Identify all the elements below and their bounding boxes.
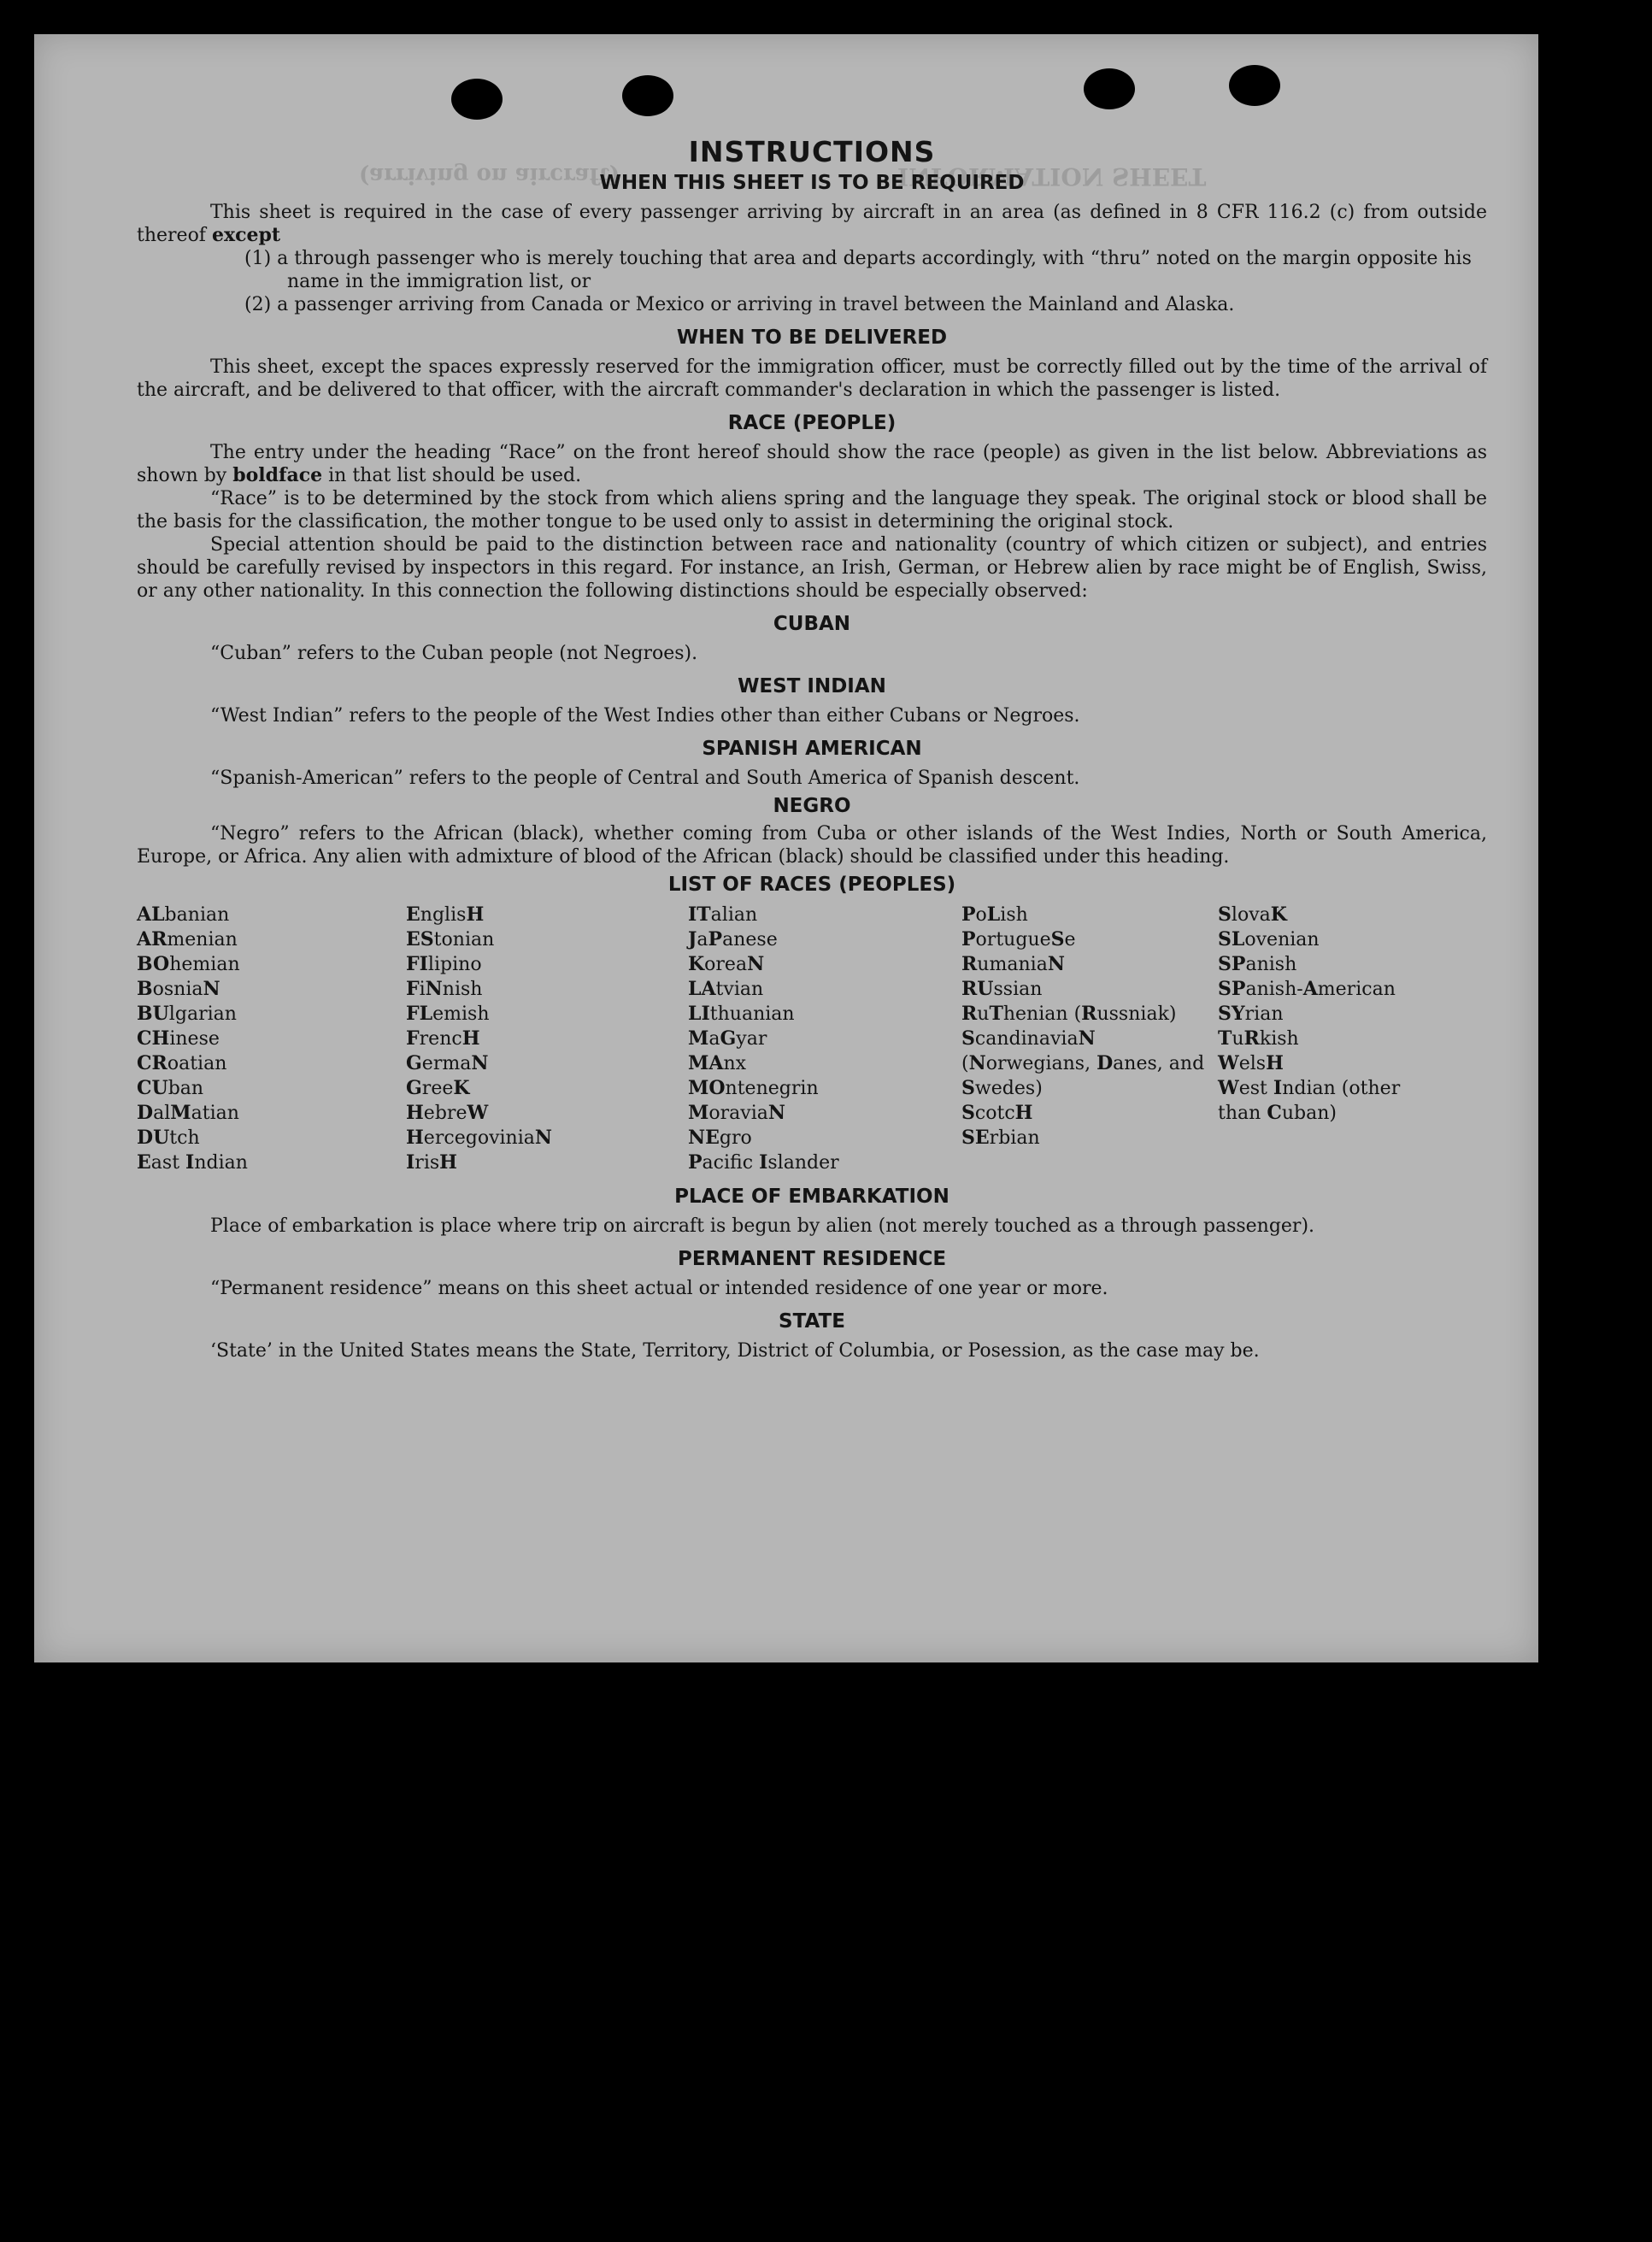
- paragraph-west-indian: “West Indian” refers to the people of the West Indies other than either Cubans or Negroes.: [210, 705, 1080, 727]
- paragraph-negro: “Negro” refers to the African (black), whether coming from Cuba or other islands of the West Indies, North or South America, Europe, or Africa. Any alien with admixture of blood of the African (black) should be classified under this heading.: [137, 823, 1487, 868]
- race-entry: KoreaN: [688, 953, 765, 975]
- race-entry: GreeK: [406, 1077, 470, 1099]
- heading-negro: NEGRO: [773, 795, 851, 817]
- race-list: [137, 903, 1487, 1175]
- exception-item: (2) a passenger arriving from Canada or Mexico or arriving in travel between the Mainland and Alaska.: [244, 294, 1235, 315]
- race-entry: MoraviaN: [688, 1102, 785, 1124]
- exception-list: [137, 247, 1487, 316]
- heading-when-delivered: WHEN TO BE DELIVERED: [676, 327, 948, 349]
- race-entry: BOhemian: [137, 953, 240, 975]
- race-entry: EnglisH: [406, 903, 485, 926]
- punch-hole: [1084, 68, 1135, 109]
- heading-place-of-embarkation: PLACE OF EMBARKATION: [674, 1186, 949, 1208]
- race-entry: GermaN: [406, 1052, 489, 1074]
- race-entry: SPanish: [1218, 953, 1297, 975]
- race-entry: MOntenegrin: [688, 1077, 819, 1099]
- heading-state: STATE: [779, 1310, 845, 1333]
- heading-cuban: CUBAN: [773, 613, 851, 635]
- punch-hole: [1229, 65, 1280, 106]
- heading-list-of-races: LIST OF RACES (PEOPLES): [667, 874, 956, 896]
- paragraph-spanish-american: “Spanish-American” refers to the people of Central and South America of Spanish descent.: [210, 768, 1080, 789]
- race-entry: FrencH: [406, 1027, 480, 1050]
- heading-race: RACE (PEOPLE): [727, 412, 897, 434]
- race-column: [961, 903, 1218, 1175]
- paragraph-race-1: The entry under the heading “Race” on the front hereof should show the race (people) as given in the list below. Abbreviations as shown by boldface in that list should be used.: [137, 442, 1487, 486]
- race-entry: HebreW: [406, 1102, 489, 1124]
- race-entry: HercegoviniaN: [406, 1127, 552, 1149]
- race-entry: BUlgarian: [137, 1003, 237, 1025]
- heading-permanent-residence: PERMANENT RESIDENCE: [677, 1248, 947, 1270]
- race-entry: Pacifc Islander: [688, 1151, 839, 1174]
- race-entry: WelsH: [1218, 1052, 1284, 1074]
- race-entry: CRoatian: [137, 1052, 227, 1074]
- race-entry: EStonian: [406, 928, 495, 950]
- race-entry: SErbian: [961, 1127, 1040, 1149]
- race-entry: JaPanese: [688, 928, 778, 950]
- race-entry: ALbanian: [137, 903, 230, 926]
- race-entry: RUssian: [961, 978, 1043, 1000]
- race-column: [137, 903, 406, 1175]
- race-entry: CHinese: [137, 1027, 220, 1050]
- race-entry: DalMatian: [137, 1102, 239, 1124]
- race-entry: ITalian: [688, 903, 758, 926]
- race-entry: LIthuanian: [688, 1003, 795, 1025]
- page-title: INSTRUCTIONS: [688, 135, 936, 168]
- paragraph-delivered: This sheet, except the spaces expressly reserved for the immigration officer, must be correctly filled out by the time of the arrival of the aircraft, and be delivered to that officer, with the aircraft commander's declaration in which the passenger is listed.: [137, 356, 1487, 401]
- paragraph-embarkation: Place of embarkation is place where trip on aircraft is begun by alien (not merely touched as a through passenger).: [210, 1215, 1315, 1237]
- paragraph-residence: “Permanent residence” means on this sheet actual or intended residence of one year or more.: [210, 1278, 1108, 1299]
- race-entry: CUban: [137, 1077, 204, 1099]
- race-entry: SPanish-American: [1218, 978, 1396, 1000]
- instructions-content: [137, 135, 1487, 1362]
- race-entry: SLovenian: [1218, 928, 1320, 950]
- race-entry: FIlipino: [406, 953, 482, 975]
- heading-spanish-american: SPANISH AMERICAN: [702, 738, 922, 760]
- race-entry: RumaniaN: [961, 953, 1065, 975]
- race-entry: MAnx: [688, 1052, 747, 1074]
- paragraph-cuban: “Cuban” refers to the Cuban people (not Negroes).: [210, 643, 698, 664]
- race-entry: FLemish: [406, 1003, 490, 1025]
- race-entry: PortugueSe: [961, 928, 1076, 950]
- race-entry: LAtvian: [688, 978, 764, 1000]
- heading-when-required: WHEN THIS SHEET IS TO BE REQUIRED: [599, 172, 1025, 194]
- race-entry: ScandinaviaN (Norwegians, Danes, and Swedes): [961, 1027, 1205, 1099]
- race-entry: SlovaK: [1218, 903, 1287, 926]
- race-entry: FiNnish: [406, 978, 483, 1000]
- race-entry: IrisH: [406, 1151, 457, 1174]
- race-entry: RuThenian (Russniak): [961, 1003, 1177, 1025]
- race-entry: SYrian: [1218, 1003, 1284, 1025]
- race-entry: MaGyar: [688, 1027, 767, 1050]
- race-entry: ScotcH: [961, 1102, 1033, 1124]
- paragraph-race-2: “Race” is to be determined by the stock from which aliens spring and the language they speak. The original stock or blood shall be the basis for the classification, the mother tongue to be used only to assist in determining the original stock.: [137, 488, 1487, 533]
- bleed-through-text: (arriving on aircraft): [359, 162, 620, 188]
- paragraph-required-intro: This sheet is required in the case of every passenger arriving by aircraft in an area (as defined in 8 CFR 116.2 (c) from outside thereof except: [137, 202, 1487, 246]
- race-entry: TuRkish: [1218, 1027, 1299, 1050]
- race-column: [406, 903, 688, 1175]
- paragraph-state: ‘State’ in the United States means the State, Territory, District of Columbia, or Posession, as the case may be.: [210, 1340, 1260, 1362]
- paragraph-race-3: Special attention should be paid to the distinction between race and nationality (country of which citizen or subject), and entries should be carefully revised by inspectors in this regard. For instance, an Irish, German, or Hebrew alien by race might be of English, Swiss, or any other nationality. In this connection the following distinctions should be especially observed:: [137, 534, 1487, 602]
- race-column: [1218, 903, 1440, 1175]
- race-entry: DUtch: [137, 1127, 200, 1149]
- punch-hole: [451, 79, 503, 120]
- race-entry: ARmenian: [137, 928, 238, 950]
- punch-hole: [622, 75, 673, 116]
- bleed-through-text: INFORMATION SHEET: [897, 162, 1207, 191]
- race-entry: East Indian: [137, 1151, 248, 1174]
- race-entry: BosniaN: [137, 978, 220, 1000]
- document-sheet: [34, 34, 1538, 1662]
- heading-west-indian: WEST INDIAN: [738, 675, 886, 697]
- race-entry: PoLish: [961, 903, 1028, 926]
- race-column: [688, 903, 961, 1175]
- race-entry: NEgro: [688, 1127, 752, 1149]
- race-entry: West Indian (other than Cuban): [1218, 1077, 1401, 1124]
- exception-item: (1) a through passenger who is merely touching that area and departs accordingly, with “thru” noted on the margin opposite his name in the immigration list, or: [244, 248, 1472, 292]
